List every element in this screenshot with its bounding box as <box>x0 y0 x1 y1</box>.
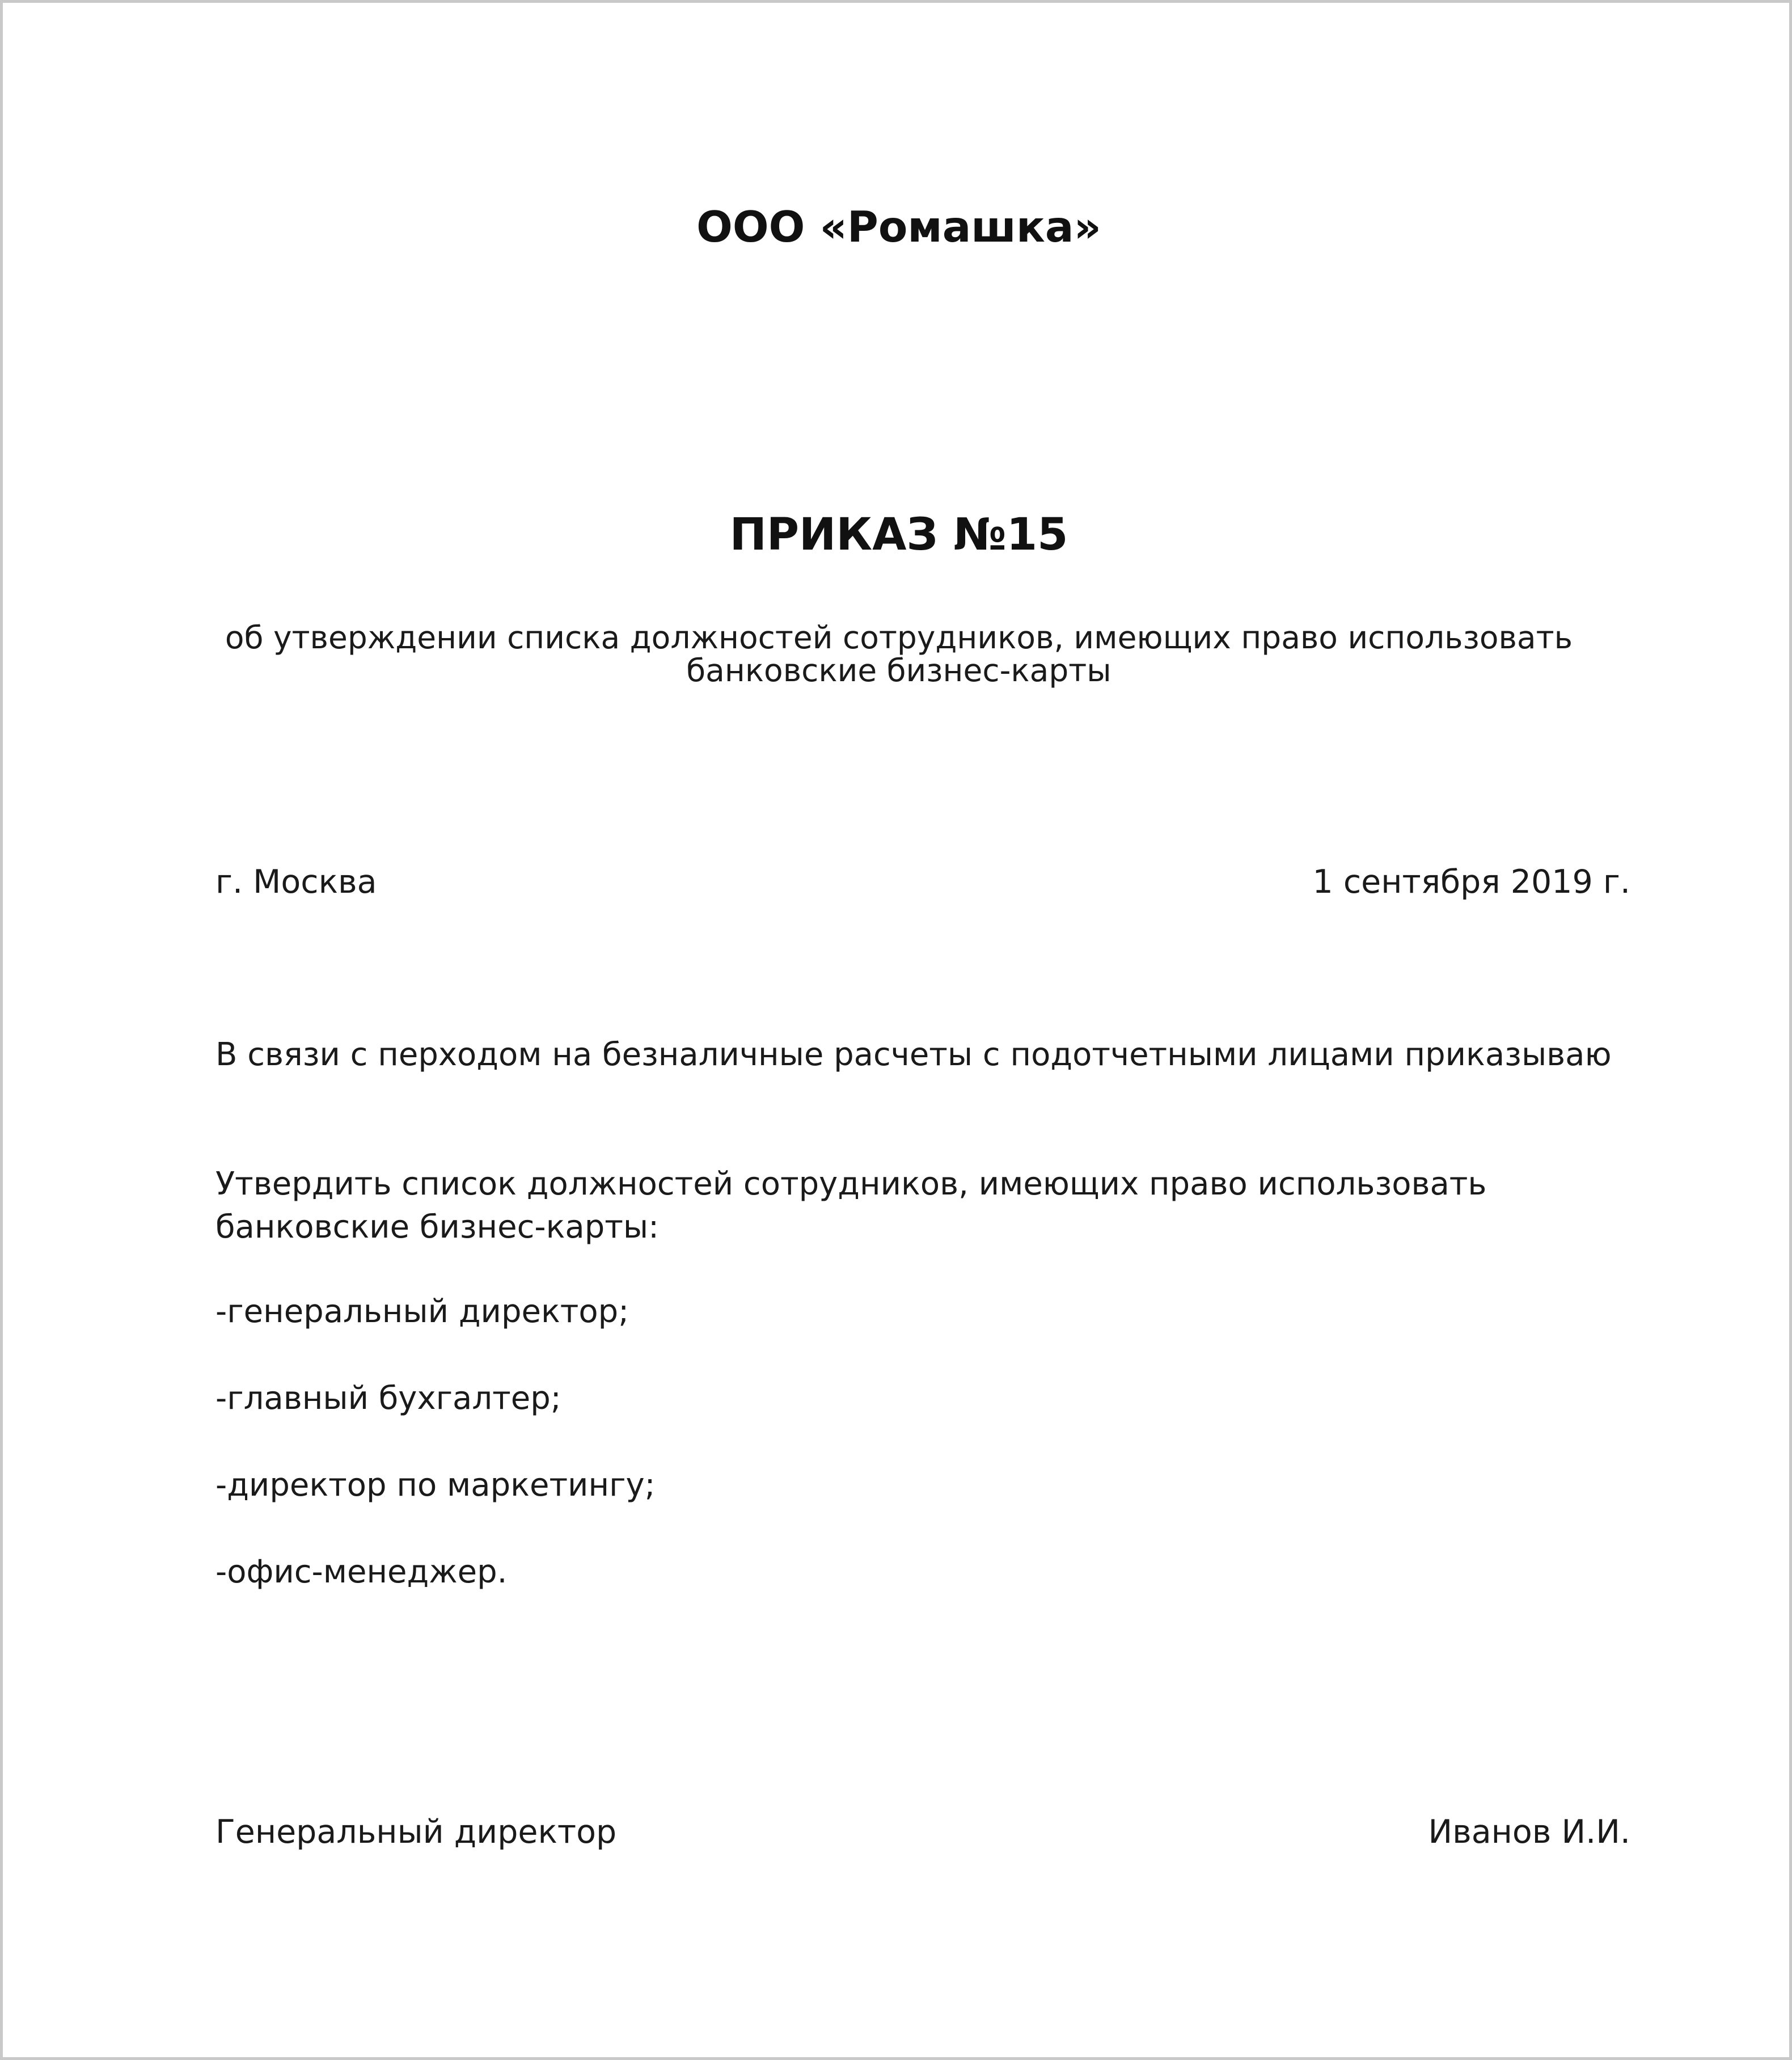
signature-row <box>215 1809 1630 1855</box>
list-item: -главный бухгалтер; <box>215 1380 561 1417</box>
list-item: -директор по маркетингу; <box>215 1467 656 1504</box>
place: г. Москва <box>215 863 377 901</box>
order-date: 1 сентября 2019 г. <box>1312 863 1630 901</box>
place-date-row <box>215 859 1630 905</box>
order-subject-line: банковские бизнес-карты <box>686 652 1111 689</box>
intro-paragraph: В связи с перходом на безналичные расчеты с подотчетными лицами приказываю <box>215 1036 1612 1073</box>
order-subject <box>0 621 1792 687</box>
signatory-title: Генеральный директор <box>215 1813 617 1851</box>
list-item: -офис-менеджер. <box>215 1554 508 1590</box>
order-subject-line: об утверждении списка должностей сотрудников, имеющих право использовать <box>225 619 1573 656</box>
company-name: ООО «Ромашка» <box>696 202 1101 252</box>
decree-paragraph: Утвердить список должностей сотрудников, имеющих право использовать банковские бизнес-карты: <box>215 1166 1487 1246</box>
order-title: ПРИКАЗ №15 <box>729 509 1068 560</box>
list-item: -генеральный директор; <box>215 1293 629 1330</box>
signatory-name: Иванов И.И. <box>1428 1813 1630 1851</box>
positions-list <box>215 1289 656 1636</box>
